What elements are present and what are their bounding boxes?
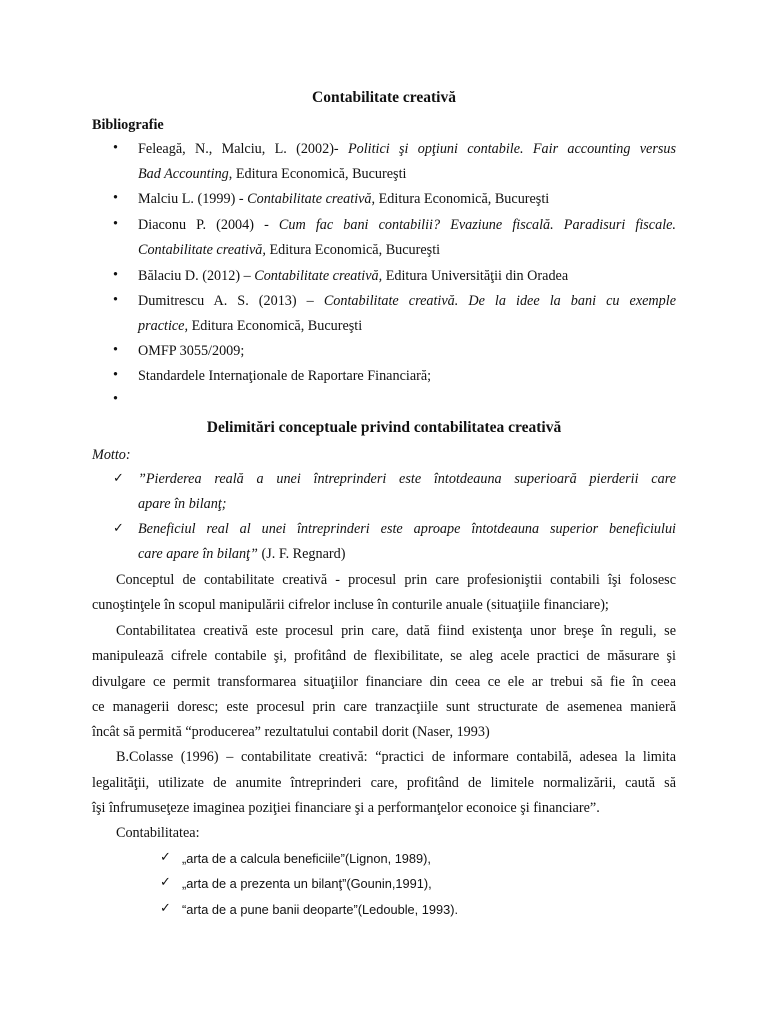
- bullet-icon: •: [113, 140, 118, 156]
- checkmark-icon: ✓: [113, 470, 124, 485]
- document-title: Contabilitate creativă: [312, 89, 456, 106]
- bibliography-item-1-cont: Bad Accounting, Editura Economică, Bucureşti: [138, 166, 407, 182]
- section-title: Delimitări conceptuale privind contabilitatea creativă: [206, 419, 562, 436]
- contabilitatea-label: Contabilitatea:: [116, 825, 200, 841]
- paragraph-1-line-1: Conceptul de contabilitate creativă - procesul prin care profesioniştii contabili îşi folosesc: [116, 572, 676, 588]
- paragraph-2-line-1: Contabilitatea creativă este procesul prin care, dată fiind existenţa unor breşe în reguli, se: [116, 623, 676, 639]
- motto-item-2: Beneficiul real al unei întreprinderi este aproape întotdeauna superior beneficiului: [138, 521, 676, 537]
- definition-3: “arta de a pune banii deoparte”(Ledouble, 1993).: [182, 902, 459, 917]
- bibliography-item-5-cont: practice, Editura Economică, Bucureşti: [138, 318, 363, 334]
- definition-1: „arta de a calcula beneficiile”(Lignon, 1989),: [182, 851, 431, 866]
- bullet-icon: •: [113, 267, 118, 283]
- checkmark-icon: ✓: [160, 874, 171, 889]
- paragraph-3-line-1: B.Colasse (1996) – contabilitate creativă: “practici de informare contabilă, adesea la limita: [116, 749, 676, 765]
- checkmark-icon: ✓: [160, 849, 171, 864]
- definition-2: „arta de a prezenta un bilanţ”(Gounin,1991),: [182, 876, 432, 891]
- paragraph-2-line-4: ce managerii doresc; este procesul prin care tranzacţiile sunt structurate de asemenea manieră: [92, 699, 676, 715]
- motto-label: Motto:: [92, 447, 131, 463]
- checkmark-icon: ✓: [113, 520, 124, 535]
- motto-item-1-cont: apare în bilanţ;: [138, 496, 227, 512]
- bibliography-item-1: Feleagă, N., Malciu, L. (2002)- Politici şi opţiuni contabile. Fair accounting versus: [138, 141, 676, 157]
- paragraph-3-line-2: legalităţii, utilizate de anumite întreprinderi care, profitând de limitele normalizării, caută să: [92, 775, 676, 791]
- bibliography-heading: Bibliografie: [92, 117, 164, 133]
- checkmark-icon: ✓: [160, 900, 171, 915]
- motto-item-1: ”Pierderea reală a unei întreprinderi este întotdeauna superioară pierderii care: [138, 471, 676, 487]
- bibliography-item-2: Malciu L. (1999) - Contabilitate creativă, Editura Economică, Bucureşti: [138, 191, 550, 207]
- bullet-icon: •: [113, 190, 118, 206]
- paragraph-2-line-2: manipulează cifrele contabile şi, profitând de flexibilitate, se aleg acele practici de măsurare şi: [92, 648, 676, 664]
- paragraph-3-line-3: îşi înfrumuseţeze imaginea poziţiei financiare şi a performanţelor econoice şi financiare”.: [92, 800, 600, 816]
- bibliography-item-7: Standardele Internaţionale de Raportare Financiară;: [138, 368, 432, 384]
- paragraph-1-line-2: cunoştinţele în scopul manipulării cifrelor incluse în conturile anuale (situaţiile financiare);: [92, 597, 609, 613]
- bullet-icon: •: [113, 292, 118, 308]
- bibliography-item-3-cont: Contabilitate creativă, Editura Economică, Bucureşti: [138, 242, 441, 258]
- bullet-icon: •: [113, 216, 118, 232]
- bibliography-item-6: OMFP 3055/2009;: [138, 343, 245, 359]
- paragraph-2-line-3: divulgare ce permit transformarea situaţiilor financiare din ceea ce ele ar trebui să fie în ceea: [92, 674, 676, 690]
- bullet-icon: •: [113, 367, 118, 383]
- bibliography-item-3: Diaconu P. (2004) - Cum fac bani contabilii? Evaziune fiscală. Paradisuri fiscale.: [138, 217, 676, 233]
- bullet-icon: •: [113, 342, 118, 358]
- paragraph-2-line-5: încât să permită “producerea” rezultatului contabil dorit (Naser, 1993): [92, 724, 490, 740]
- bibliography-item-4: Bălaciu D. (2012) – Contabilitate creativă, Editura Universităţii din Oradea: [138, 268, 569, 284]
- bullet-icon: •: [113, 391, 118, 407]
- motto-item-2-cont: care apare în bilanţ” (J. F. Regnard): [138, 546, 346, 562]
- bibliography-item-5: Dumitrescu A. S. (2013) – Contabilitate creativă. De la idee la bani cu exemple: [138, 293, 676, 309]
